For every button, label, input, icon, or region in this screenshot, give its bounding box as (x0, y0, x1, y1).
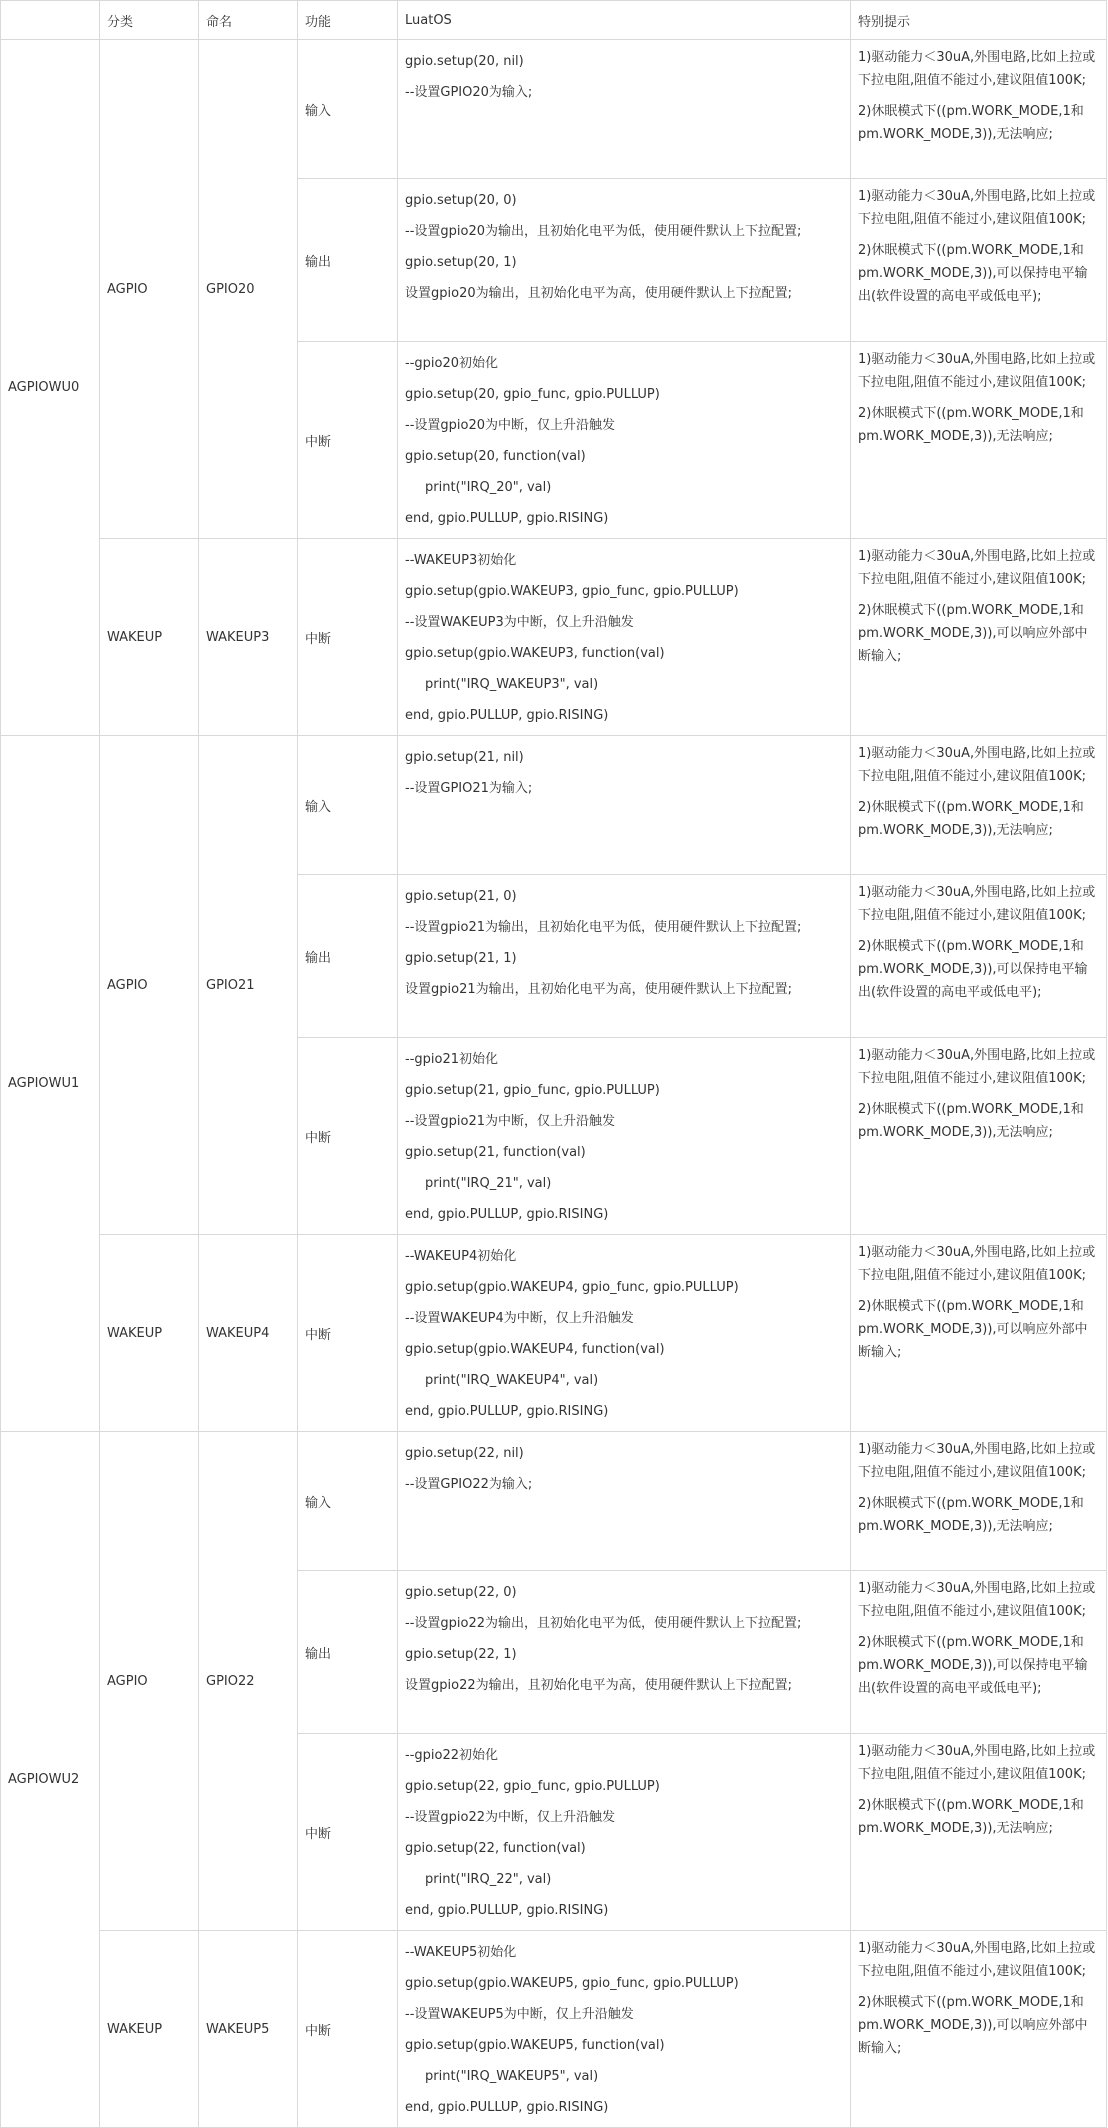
note-paragraph: 2)休眠模式下((pm.WORK_MODE,1和 pm.WORK_MODE,3)),无法响应; (858, 104, 1084, 142)
code-line: gpio.setup(20, nil) (405, 54, 524, 69)
notes-cell (851, 1038, 1107, 1235)
notes-cell (851, 179, 1107, 342)
code-line: --设置WAKEUP5为中断，仅上升沿触发 (405, 2007, 634, 2022)
code-line: --设置gpio20为输出，且初始化电平为低，使用硬件默认上下拉配置; (405, 224, 802, 239)
code-line: gpio.setup(20, gpio_func, gpio.PULLUP) (405, 387, 660, 402)
code-line: --gpio20初始化 (405, 356, 498, 371)
notes-cell (851, 342, 1107, 539)
code-line: print("IRQ_WAKEUP4", val) (425, 1373, 599, 1388)
note-paragraph: 1)驱动能力＜30uA,外围电路,比如上拉或下拉电阻,阻值不能过小,建议阻值100K; (858, 885, 1096, 923)
code-line: gpio.setup(20, 0) (405, 193, 517, 208)
code-cell (398, 40, 851, 179)
code-line: --gpio22初始化 (405, 1748, 498, 1763)
code-line: gpio.setup(20, function(val) (405, 449, 586, 464)
pin-name-cell: WAKEUP4 (199, 1235, 298, 1432)
code-cell (398, 1734, 851, 1931)
note-paragraph: 2)休眠模式下((pm.WORK_MODE,1和 pm.WORK_MODE,3)),可以响应外部中断输入; (858, 603, 1088, 664)
function-cell: 中断 (298, 1038, 398, 1235)
category-cell: AGPIO (100, 1432, 199, 1931)
function-cell: 输入 (298, 1432, 398, 1571)
code-line: gpio.setup(22, 1) (405, 1647, 517, 1662)
code-line: 设置gpio20为输出，且初始化电平为高，使用硬件默认上下拉配置; (405, 286, 792, 301)
category-cell: WAKEUP (100, 1931, 199, 2128)
table-row (1, 40, 1107, 179)
header-category: 分类 (100, 1, 199, 40)
notes-cell (851, 875, 1107, 1038)
table-row (1, 539, 1107, 736)
code-line: gpio.setup(22, function(val) (405, 1841, 586, 1856)
header-notes: 特别提示 (851, 1, 1107, 40)
code-line: gpio.setup(gpio.WAKEUP4, function(val) (405, 1342, 665, 1357)
function-cell: 中断 (298, 1235, 398, 1432)
table-row (1, 1235, 1107, 1432)
code-line: --WAKEUP3初始化 (405, 553, 517, 568)
function-cell: 输出 (298, 875, 398, 1038)
code-line: gpio.setup(21, nil) (405, 750, 524, 765)
group-cell: AGPIOWU1 (1, 736, 100, 1432)
group-cell: AGPIOWU2 (1, 1432, 100, 2128)
header-name: 命名 (199, 1, 298, 40)
notes-cell (851, 1235, 1107, 1432)
code-line: print("IRQ_21", val) (425, 1176, 552, 1191)
code-line: gpio.setup(22, nil) (405, 1446, 524, 1461)
code-line: end, gpio.PULLUP, gpio.RISING) (405, 708, 609, 723)
code-line: gpio.setup(22, 0) (405, 1585, 517, 1600)
code-line: print("IRQ_22", val) (425, 1872, 552, 1887)
function-cell: 中断 (298, 1734, 398, 1931)
code-line: end, gpio.PULLUP, gpio.RISING) (405, 1207, 609, 1222)
code-line: gpio.setup(20, 1) (405, 255, 517, 270)
note-paragraph: 1)驱动能力＜30uA,外围电路,比如上拉或下拉电阻,阻值不能过小,建议阻值100K; (858, 1581, 1096, 1619)
code-line: gpio.setup(21, gpio_func, gpio.PULLUP) (405, 1083, 660, 1098)
note-paragraph: 2)休眠模式下((pm.WORK_MODE,1和 pm.WORK_MODE,3)),无法响应; (858, 1798, 1084, 1836)
code-line: print("IRQ_20", val) (425, 480, 552, 495)
code-line: --设置gpio22为中断，仅上升沿触发 (405, 1810, 615, 1825)
notes-cell (851, 40, 1107, 179)
note-paragraph: 2)休眠模式下((pm.WORK_MODE,1和 pm.WORK_MODE,3)),可以响应外部中断输入; (858, 1299, 1088, 1360)
code-line: --设置gpio21为中断，仅上升沿触发 (405, 1114, 615, 1129)
table-row (1, 1931, 1107, 2128)
note-paragraph: 1)驱动能力＜30uA,外围电路,比如上拉或下拉电阻,阻值不能过小,建议阻值100K; (858, 352, 1096, 390)
note-paragraph: 1)驱动能力＜30uA,外围电路,比如上拉或下拉电阻,阻值不能过小,建议阻值100K; (858, 1744, 1096, 1782)
code-line: gpio.setup(22, gpio_func, gpio.PULLUP) (405, 1779, 660, 1794)
pin-name-cell: GPIO20 (199, 40, 298, 539)
code-line: gpio.setup(21, 1) (405, 951, 517, 966)
note-paragraph: 2)休眠模式下((pm.WORK_MODE,1和 pm.WORK_MODE,3)),可以保持电平输出(软件设置的高电平或低电平); (858, 1635, 1088, 1696)
note-paragraph: 1)驱动能力＜30uA,外围电路,比如上拉或下拉电阻,阻值不能过小,建议阻值100K; (858, 549, 1096, 587)
note-paragraph: 2)休眠模式下((pm.WORK_MODE,1和 pm.WORK_MODE,3)),可以保持电平输出(软件设置的高电平或低电平); (858, 939, 1088, 1000)
code-cell (398, 1571, 851, 1734)
code-line: gpio.setup(21, function(val) (405, 1145, 586, 1160)
code-cell (398, 539, 851, 736)
code-line: end, gpio.PULLUP, gpio.RISING) (405, 1404, 609, 1419)
note-paragraph: 1)驱动能力＜30uA,外围电路,比如上拉或下拉电阻,阻值不能过小,建议阻值100K; (858, 1941, 1096, 1979)
code-line: gpio.setup(gpio.WAKEUP4, gpio_func, gpio.PULLUP) (405, 1280, 739, 1295)
code-cell (398, 342, 851, 539)
category-cell: WAKEUP (100, 1235, 199, 1432)
pin-name-cell: GPIO21 (199, 736, 298, 1235)
note-paragraph: 2)休眠模式下((pm.WORK_MODE,1和 pm.WORK_MODE,3)),无法响应; (858, 406, 1084, 444)
code-line: --WAKEUP4初始化 (405, 1249, 517, 1264)
pin-name-cell: GPIO22 (199, 1432, 298, 1931)
notes-cell (851, 736, 1107, 875)
category-cell: AGPIO (100, 40, 199, 539)
code-line: 设置gpio21为输出，且初始化电平为高，使用硬件默认上下拉配置; (405, 982, 792, 997)
note-paragraph: 1)驱动能力＜30uA,外围电路,比如上拉或下拉电阻,阻值不能过小,建议阻值100K; (858, 50, 1096, 88)
group-cell: AGPIOWU0 (1, 40, 100, 736)
code-line: gpio.setup(gpio.WAKEUP3, function(val) (405, 646, 665, 661)
code-line: --设置GPIO21为输入; (405, 781, 533, 796)
code-cell (398, 1235, 851, 1432)
code-line: end, gpio.PULLUP, gpio.RISING) (405, 511, 609, 526)
code-cell (398, 736, 851, 875)
table-row (1, 1432, 1107, 1571)
code-cell (398, 179, 851, 342)
note-paragraph: 2)休眠模式下((pm.WORK_MODE,1和 pm.WORK_MODE,3)),无法响应; (858, 1102, 1084, 1140)
function-cell: 输入 (298, 736, 398, 875)
table-row (1, 736, 1107, 875)
code-line: end, gpio.PULLUP, gpio.RISING) (405, 2100, 609, 2115)
code-line: --设置WAKEUP4为中断，仅上升沿触发 (405, 1311, 634, 1326)
code-line: gpio.setup(gpio.WAKEUP5, function(val) (405, 2038, 665, 2053)
table-header-row (1, 1, 1107, 40)
code-line: 设置gpio22为输出，且初始化电平为高，使用硬件默认上下拉配置; (405, 1678, 792, 1693)
note-paragraph: 2)休眠模式下((pm.WORK_MODE,1和 pm.WORK_MODE,3)),无法响应; (858, 1496, 1084, 1534)
category-cell: WAKEUP (100, 539, 199, 736)
code-cell (398, 1038, 851, 1235)
code-line: --设置gpio20为中断，仅上升沿触发 (405, 418, 615, 433)
note-paragraph: 2)休眠模式下((pm.WORK_MODE,1和 pm.WORK_MODE,3)),可以保持电平输出(软件设置的高电平或低电平); (858, 243, 1088, 304)
note-paragraph: 1)驱动能力＜30uA,外围电路,比如上拉或下拉电阻,阻值不能过小,建议阻值100K; (858, 1048, 1096, 1086)
notes-cell (851, 1432, 1107, 1571)
table-body (1, 40, 1107, 2128)
code-line: --设置GPIO20为输入; (405, 85, 533, 100)
function-cell: 输出 (298, 1571, 398, 1734)
code-line: --设置gpio22为输出，且初始化电平为低，使用硬件默认上下拉配置; (405, 1616, 802, 1631)
note-paragraph: 1)驱动能力＜30uA,外围电路,比如上拉或下拉电阻,阻值不能过小,建议阻值100K; (858, 1245, 1096, 1283)
note-paragraph: 1)驱动能力＜30uA,外围电路,比如上拉或下拉电阻,阻值不能过小,建议阻值100K; (858, 189, 1096, 227)
header-luatos: LuatOS (398, 1, 851, 40)
code-line: print("IRQ_WAKEUP3", val) (425, 677, 599, 692)
code-line: --设置WAKEUP3为中断，仅上升沿触发 (405, 615, 634, 630)
code-line: --设置gpio21为输出，且初始化电平为低，使用硬件默认上下拉配置; (405, 920, 802, 935)
function-cell: 输入 (298, 40, 398, 179)
notes-cell (851, 539, 1107, 736)
code-cell (398, 1432, 851, 1571)
note-paragraph: 2)休眠模式下((pm.WORK_MODE,1和 pm.WORK_MODE,3)),无法响应; (858, 800, 1084, 838)
header-function: 功能 (298, 1, 398, 40)
function-cell: 中断 (298, 1931, 398, 2128)
notes-cell (851, 1571, 1107, 1734)
pin-name-cell: WAKEUP5 (199, 1931, 298, 2128)
code-line: --WAKEUP5初始化 (405, 1945, 517, 1960)
function-cell: 中断 (298, 342, 398, 539)
code-line: --gpio21初始化 (405, 1052, 498, 1067)
notes-cell (851, 1734, 1107, 1931)
code-line: print("IRQ_WAKEUP5", val) (425, 2069, 599, 2084)
pin-name-cell: WAKEUP3 (199, 539, 298, 736)
note-paragraph: 2)休眠模式下((pm.WORK_MODE,1和 pm.WORK_MODE,3)),可以响应外部中断输入; (858, 1995, 1088, 2056)
category-cell: AGPIO (100, 736, 199, 1235)
code-line: gpio.setup(gpio.WAKEUP5, gpio_func, gpio.PULLUP) (405, 1976, 739, 1991)
code-cell (398, 1931, 851, 2128)
header-group (1, 1, 100, 40)
function-cell: 输出 (298, 179, 398, 342)
code-line: --设置GPIO22为输入; (405, 1477, 533, 1492)
function-cell: 中断 (298, 539, 398, 736)
code-line: gpio.setup(21, 0) (405, 889, 517, 904)
note-paragraph: 1)驱动能力＜30uA,外围电路,比如上拉或下拉电阻,阻值不能过小,建议阻值100K; (858, 1442, 1096, 1480)
note-paragraph: 1)驱动能力＜30uA,外围电路,比如上拉或下拉电阻,阻值不能过小,建议阻值100K; (858, 746, 1096, 784)
code-line: gpio.setup(gpio.WAKEUP3, gpio_func, gpio.PULLUP) (405, 584, 739, 599)
code-line: end, gpio.PULLUP, gpio.RISING) (405, 1903, 609, 1918)
code-cell (398, 875, 851, 1038)
notes-cell (851, 1931, 1107, 2128)
